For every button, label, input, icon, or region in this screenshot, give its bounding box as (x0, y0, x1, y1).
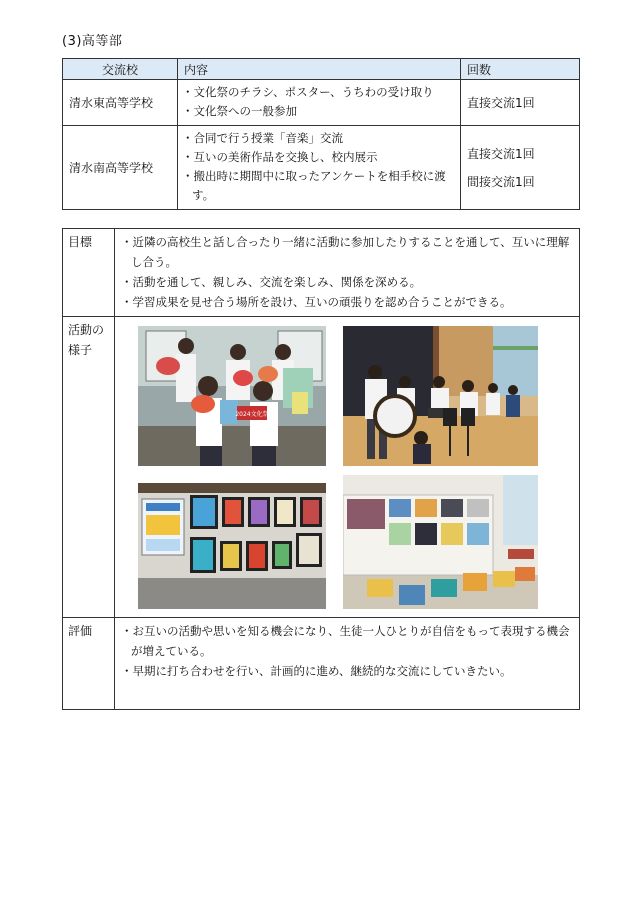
exchange-content (178, 80, 461, 126)
content-line: ・搬出時に期間中に取ったアンケートを相手校に渡す。 (182, 169, 446, 202)
header-school: 交流校 (63, 59, 178, 80)
music-class-drum-photo (343, 326, 538, 466)
content-line: ・合同で行う授業「音楽」交流 (182, 131, 343, 145)
exchange-table (62, 58, 580, 210)
count-line: 直接交流1回 (467, 95, 535, 110)
exchange-content (178, 126, 461, 210)
activity-label (63, 317, 115, 618)
count-line: 間接交流1回 (467, 174, 535, 189)
evaluation-text (115, 618, 580, 710)
goal-line: ・活動を通して、親しみ、交流を楽しみ、関係を深める。 (121, 275, 422, 289)
art-exhibition-hall-photo (343, 475, 538, 609)
header-count: 回数 (461, 59, 580, 80)
count-line: 直接交流1回 (467, 146, 535, 161)
art-exhibition-wall-photo (138, 483, 326, 609)
exchange-count (461, 126, 580, 210)
table-row (63, 80, 580, 126)
evaluation-line: ・早期に打ち合わせを行い、計画的に進め、継続的な交流にしていきたい。 (121, 664, 512, 678)
activity-label-text: 活動の様子 (68, 323, 105, 357)
header-content: 内容 (178, 59, 461, 80)
exchange-table-header-row (63, 59, 580, 80)
exchange-count (461, 80, 580, 126)
content-line: ・互いの美術作品を交換し、校内展示 (182, 150, 378, 164)
content-line: ・文化祭のチラシ、ポスター、うちわの受け取り (182, 85, 434, 99)
activity-photos (115, 317, 580, 618)
activity-table (62, 228, 580, 710)
evaluation-line: ・お互いの活動や思いを知る機会になり、生徒一人ひとりが自信をもって表現する機会が増えている。 (121, 624, 570, 658)
content-line: ・文化祭への一般参加 (182, 104, 297, 118)
activity-row (63, 317, 580, 618)
goal-line: ・近隣の高校生と話し合ったり一緒に活動に参加したりすることを通して、互いに理解し合う。 (121, 235, 570, 269)
evaluation-row (63, 618, 580, 710)
goal-label: 目標 (63, 229, 115, 317)
evaluation-label: 評価 (63, 618, 115, 710)
students-with-fans-photo (138, 326, 326, 466)
goal-text (115, 229, 580, 317)
goal-line: ・学習成果を見せ合う場所を設け、互いの頑張りを認め合うことができる。 (121, 295, 512, 309)
photo-sign-text: 2024文化祭 (235, 411, 269, 418)
goal-row (63, 229, 580, 317)
school-name: 清水南高等学校 (63, 126, 178, 210)
section-title: (3)高等部 (62, 34, 123, 49)
table-row (63, 126, 580, 210)
school-name: 清水東高等学校 (63, 80, 178, 126)
